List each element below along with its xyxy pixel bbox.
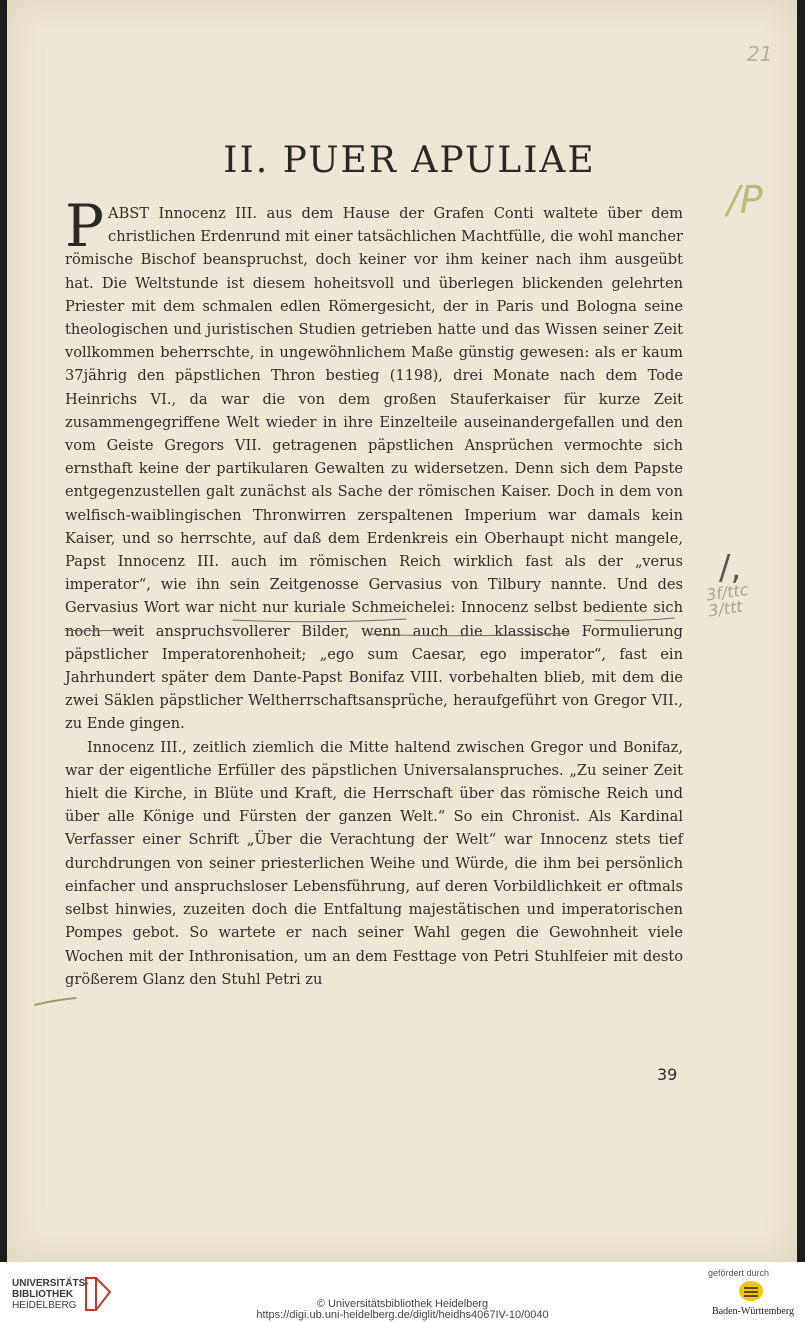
chapter-heading: II. PUER APULIAE — [223, 140, 596, 181]
library-line-2: BIBLIOTHEK — [12, 1289, 74, 1300]
paragraph-1 — [65, 192, 683, 736]
margin-pencil-stroke — [35, 998, 77, 1005]
state-coat-of-arms-icon — [738, 1280, 764, 1302]
footer-bar — [0, 1262, 805, 1322]
sponsor-name: Baden-Württemberg — [712, 1306, 795, 1317]
library-line-1: UNIVERSITÄTS- — [12, 1278, 89, 1289]
margin-handwritten-note: 3f/ttc 3/ttt — [704, 579, 750, 621]
page-number: 39 — [657, 1065, 678, 1084]
folio-number: 21 — [747, 42, 773, 66]
book-page — [7, 0, 797, 1262]
sponsor-label: gefördert durch — [708, 1268, 770, 1278]
body-text — [65, 192, 683, 991]
copyright-text: © Universitätsbibliothek Heidelberg — [316, 1298, 489, 1310]
paragraph-1-text: ABST Innocenz III. aus dem Hause der Grafen Conti waltete über dem christlichen Erdenrund mit einer tatsächlichen Machtfülle, die wohl mancher römische Bischof beanspruchst, doch keiner vor ihm keiner nach ihm ausgeübt hat. Die Weltstunde ist diesem hoheitsvoll und überlegen blickenden gelehrten Priester mit dem schmalen edlen Römergesicht, der in Paris und Bologna seine theologischen und juristischen Studien getrieben hatte und das Wissen seiner Zeit vollkommen beherrschte, in ungewöhnlichem Maße günstig gewesen: als er kaum 37jährig den päpstlichen Thron bestieg (1198), drei Monate nach dem Tode Heinrichs VI., da war die von dem großen Stauferkaiser für kurze Zeit zusammengegriffene Welt wieder in ihre Einzelteile auseinandergefallen und den vom Geiste Gregors VII. getragenen päpstlichen Ansprüchen vermochte sich ernsthaft keine der partikularen Gewalten zu widersetzen. Denn sich dem Papste entgegenzustellen galt zunächst als Sache der römischen Kaiser. Doch in dem von welfisch-waiblingischen Thronwirren zerspaltenen Imperium war damals kein Kaiser, und so herrschte, auf daß dem Erdenkreis ein Oberhaupt nicht mangele, Papst Innocenz III. auch im römischen Reich wirklich fast als der „verus imperator“, wie ihn sein Zeitgenosse Gervasius von Tilbury nannte. Und des Gervasius Wort war nicht nur kuriale Schmeichelei: Innocenz selbst bediente sich noch weit anspruchsvollerer Bilder, wenn auch die klassische Formulierung päpstlicher Imperatorenhoheit; „ego sum Caesar, ego imperator“, fast ein Jahrhundert später dem Dante-Papst Bonifaz VIII. vorbehalten blieb, mit dem die zwei Säklen päpstlicher Weltherrschaftsansprüche, heraufgeführt von Gregor VII., zu Ende gingen. — [65, 205, 683, 733]
margin-slash-mark: /, — [719, 548, 742, 588]
permalink-url[interactable]: https://digi.ub.uni-heidelberg.de/diglit/heidhs4067IV-10/0040 — [256, 1309, 549, 1321]
drop-cap: P — [65, 192, 105, 260]
paragraph-2: Innocenz III., zeitlich ziemlich die Mitte haltend zwischen Gregor und Bonifaz, war der eigentliche Erfüller des päpstlichen Universalanspruches. „Zu seiner Zeit hielt die Kirche, in Blüte und Kraft, die Herrschaft über das römische Reich und über alle Könige und Fürsten der ganzen Welt.“ So ein Chronist. Als Kardinal Verfasser einer Schrift „Über die Verachtung der Welt“ war Innocenz stets tief durchdrungen von seiner priesterlichen Weihe und Würde, die ihm bei persönlich einfacher und anspruchsloser Lebensführung, auf deren Vorbildlichkeit er oftmals selbst hinwies, zuzeiten doch die Entfaltung majestätischen und imperatorischen Pompes gebot. So wartete er nach seiner Wahl gegen die Gewohnheit viele Wochen mit der Inthronisation, um an dem Festtage von Petri Stuhlfeier mit desto größerem Glanz den Stuhl Petri zu — [65, 738, 683, 988]
margin-pencil-mark: /P — [727, 178, 763, 222]
library-line-3: HEIDELBERG — [12, 1300, 77, 1311]
